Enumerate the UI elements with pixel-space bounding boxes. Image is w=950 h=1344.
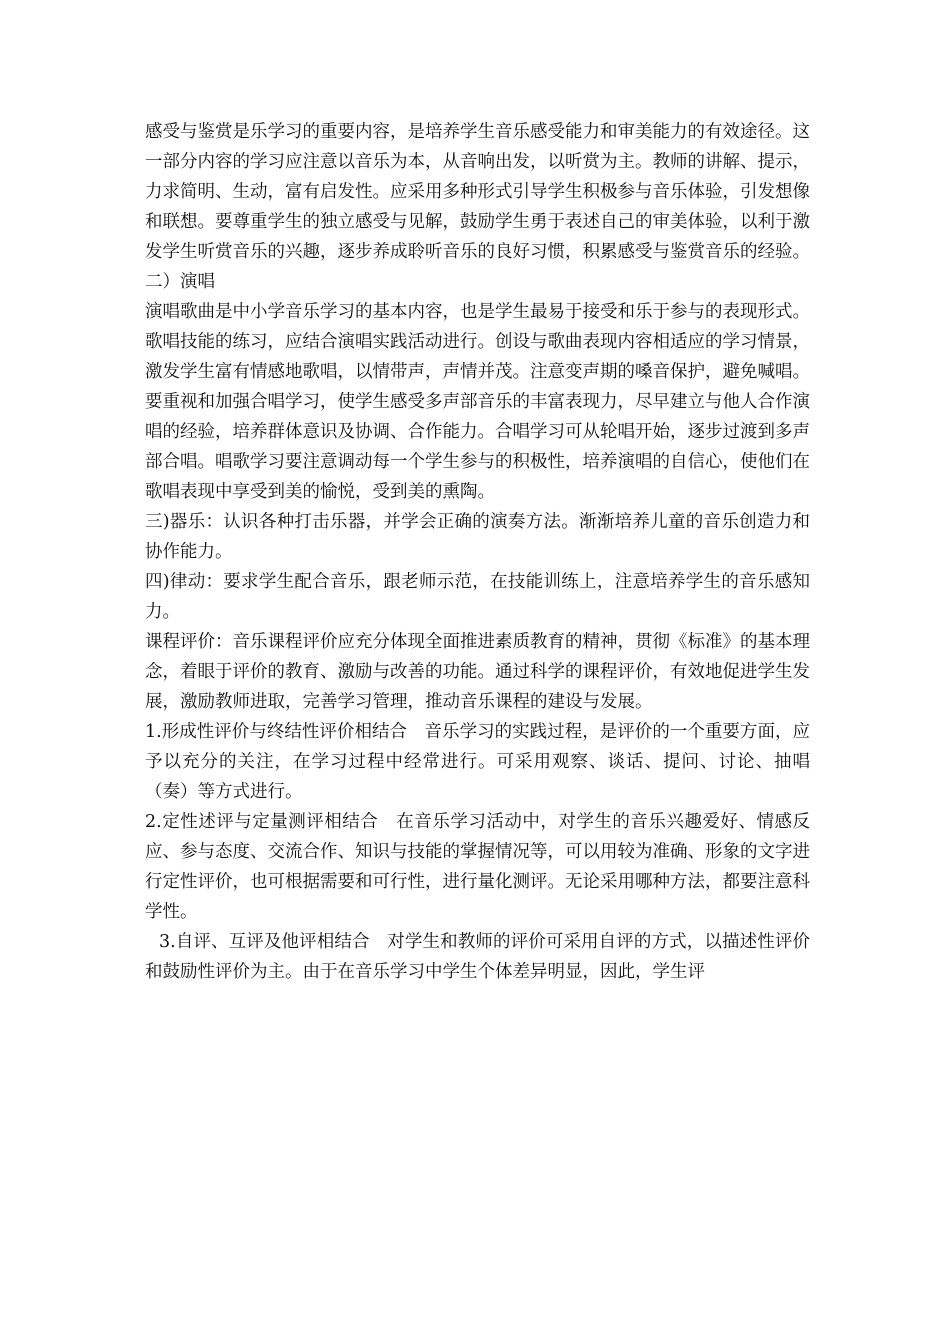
paragraph-appreciation: 感受与鉴赏是乐学习的重要内容，是培养学生音乐感受能力和审美能力的有效途径。这一部分内容的学习应注意以音乐为本，从音响出发，以听赏为主。教师的讲解、提示，力求简明、生动，富有启发性。应采用多种形式引导学生积极参与音乐体验，引发想像和联想。要尊重学生的独立感受与见解，鼓励学生勇于表述自己的审美体验，以利于激发学生听赏音乐的兴趣，逐步养成聆听音乐的良好习惯，积累感受与鉴赏音乐的经验。 — [145, 122, 810, 262]
paragraph-rhythm: 四)律动：要求学生配合音乐，跟老师示范，在技能训练上，注意培养学生的音乐感知力。 — [145, 572, 810, 622]
paragraph-evaluation-3: 3.自评、互评及他评相结合 对学生和教师的评价可采用自评的方式，以描述性评价和鼓励性评价为主。由于在音乐学习中学生个体差异明显，因此，学生评 — [145, 932, 810, 982]
paragraph-singing: 演唱歌曲是中小学音乐学习的基本内容，也是学生最易于接受和乐于参与的表现形式。歌唱技能的练习，应结合演唱实践活动进行。创设与歌曲表现内容相适应的学习情景，激发学生富有情感地歌唱，以情带声，声情并茂。注意变声期的嗓音保护，避免喊唱。要重视和加强合唱学习，使学生感受多声部音乐的丰富表现力，尽早建立与他人合作演唱的经验，培养群体意识及协调、合作能力。合唱学习可从轮唱开始，逐步过渡到多声部合唱。唱歌学习要注意调动每一个学生参与的积极性，培养演唱的自信心，使他们在歌唱表现中享受到美的愉悦，受到美的熏陶。 — [145, 302, 810, 502]
document-page — [145, 117, 810, 987]
heading-singing: 二）演唱 — [145, 272, 215, 292]
paragraph-evaluation-1: 1.形成性评价与终结性评价相结合 音乐学习的实践过程，是评价的一个重要方面，应予以充分的关注，在学习过程中经常进行。可采用观察、谈话、提问、讨论、抽唱（奏）等方式进行。 — [145, 722, 810, 802]
paragraph-course-evaluation: 课程评价：音乐课程评价应充分体现全面推进素质教育的精神，贯彻《标准》的基本理念，着眼于评价的教育、激励与改善的功能。通过科学的课程评价，有效地促进学生发展，激励教师进取，完善学习管理，推动音乐课程的建设与发展。 — [145, 632, 810, 712]
paragraph-evaluation-2: 2.定性述评与定量测评相结合 在音乐学习活动中，对学生的音乐兴趣爱好、情感反应、参与态度、交流合作、知识与技能的掌握情况等，可以用较为准确、形象的文字进行定性评价，也可根据需要和可行性，进行量化测评。无论采用哪种方法，都要注意科学性。 — [145, 812, 810, 922]
paragraph-instruments: 三)器乐：认识各种打击乐器，并学会正确的演奏方法。渐渐培养儿童的音乐创造力和协作能力。 — [145, 512, 810, 562]
